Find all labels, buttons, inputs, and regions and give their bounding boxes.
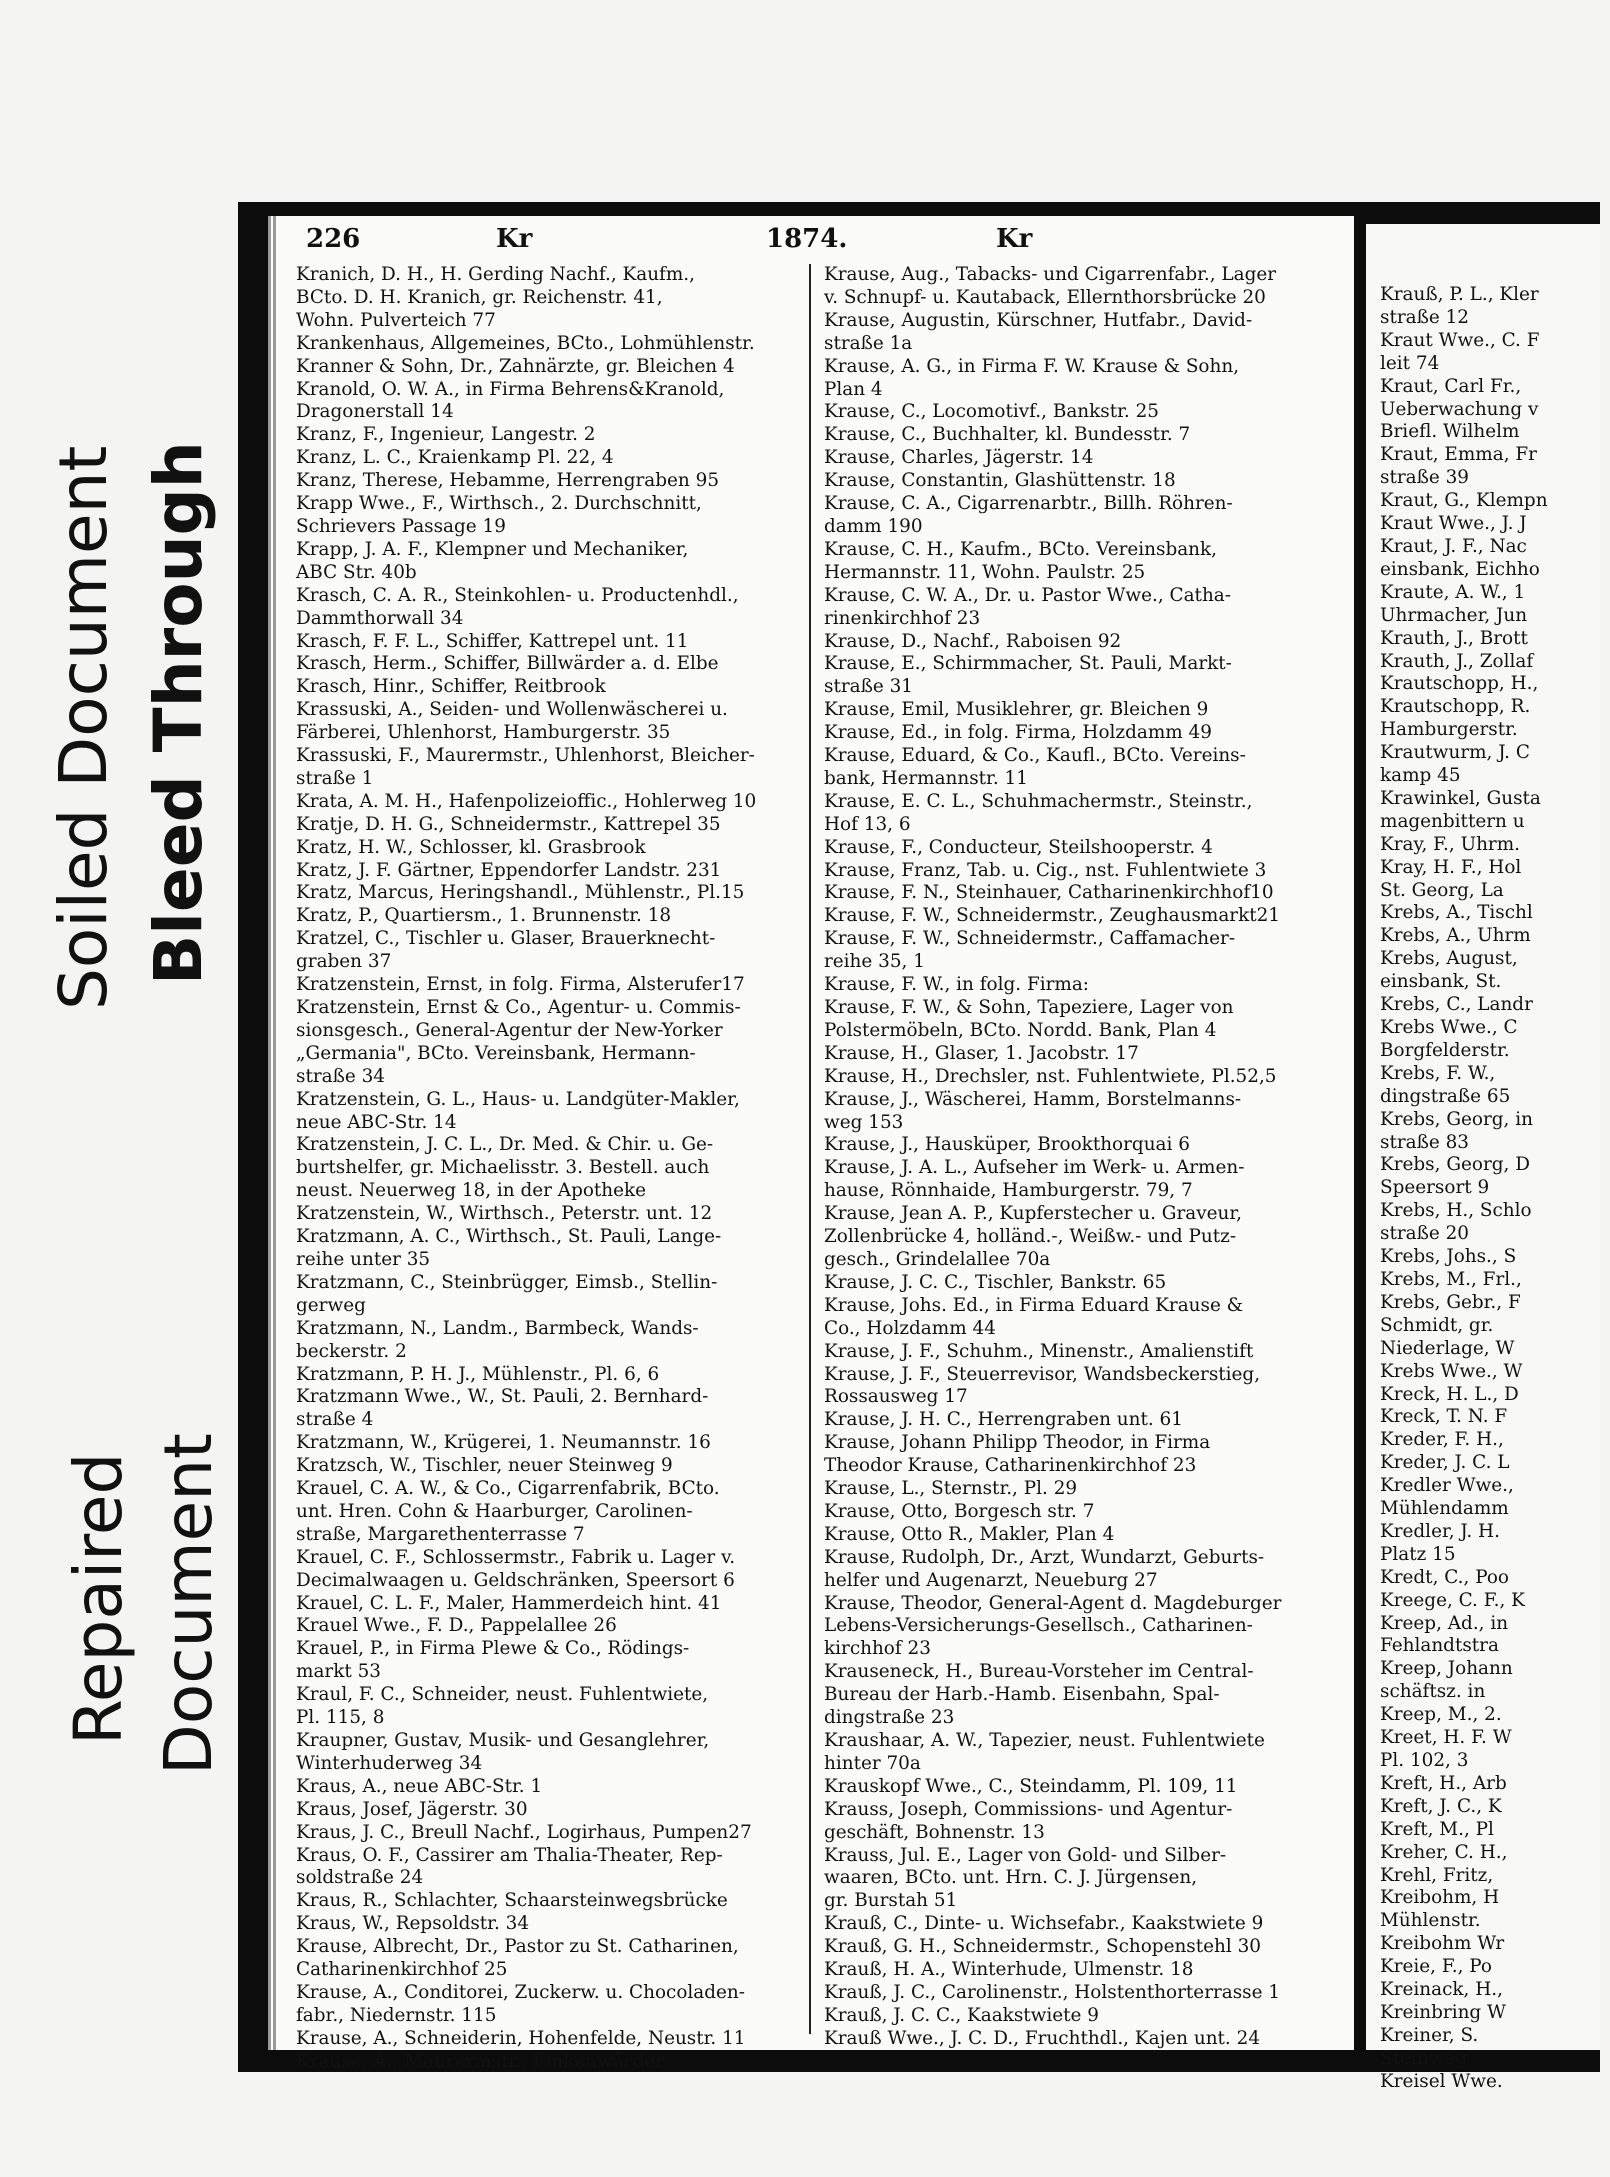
directory-entry-line: Krebs, F. W., <box>1380 1062 1496 1084</box>
directory-entry-line: Krause, Aug., Tabacks- und Cigarrenfabr., Lager <box>824 264 1277 285</box>
directory-entry-line: Krauss, Joseph, Commissions- und Agentur- <box>824 1798 1233 1820</box>
directory-entry-line: Krause, A., Conditorei, Zuckerw. u. Chocoladen- <box>296 1981 745 2003</box>
directory-entry-line: Kreder, F. H., <box>1380 1429 1504 1451</box>
directory-entry-line: Krause, J., Wäscherei, Hamm, Borstelmanns- <box>824 1088 1242 1110</box>
directory-entry-line: Krause, J. C. C., Tischler, Bankstr. 65 <box>824 1271 1167 1293</box>
directory-entry-line: Kratz, Marcus, Heringshandl., Mühlenstr., Pl.15 <box>296 882 745 904</box>
directory-entry-line: burtshelfer, gr. Michaelisstr. 3. Bestell. auch <box>296 1157 710 1179</box>
directory-entry-line: Krause, J., Hausküper, Brookthorquai 6 <box>824 1134 1190 1156</box>
directory-entry-line: Krebs Wwe., W <box>1380 1360 1523 1382</box>
directory-entry-line: Kraut Wwe., J. J <box>1380 513 1527 535</box>
directory-entry-line: Kratzenstein, W., Wirthsch., Peterstr. unt. 12 <box>296 1203 713 1225</box>
repaired-label: Repaired <box>60 1452 137 1745</box>
directory-entry-line: reihe unter 35 <box>296 1248 431 1270</box>
directory-entry-line: Krauth, J., Brott <box>1380 627 1528 649</box>
directory-entry-line: Kreep, Ad., in <box>1380 1612 1509 1634</box>
directory-entry-line: St. Georg, La <box>1380 879 1504 901</box>
directory-entry-line: „Germania", BCto. Vereinsbank, Hermann- <box>296 1042 696 1064</box>
directory-entry-line: Krehl, Fritz, <box>1380 1864 1494 1886</box>
directory-entry-line: Kratz, P., Quartiersm., 1. Brunnenstr. 18 <box>296 905 672 927</box>
directory-entry-line: Krasch, F. F. L., Schiffer, Kattrepel unt. 11 <box>296 630 689 652</box>
directory-entry-line: Krause, J. F., Schuhm., Minenstr., Amalienstift <box>824 1340 1254 1362</box>
directory-entry-line: Krauß Wwe., J. C. D., Fruchthdl., Kajen unt. 24 <box>824 2027 1261 2049</box>
directory-entry-line: Wohn. Pulverteich 77 <box>296 309 496 331</box>
directory-entry-line: straße 39 <box>1380 467 1469 489</box>
directory-entry-line: Kraut, Carl Fr., <box>1380 375 1522 397</box>
directory-entry-line: Krauel, C. L. F., Maler, Hammerdeich hint. 41 <box>296 1592 722 1614</box>
directory-entry-line: Kratzmann, A. C., Wirthsch., St. Pauli, Lange- <box>296 1226 722 1248</box>
directory-entry-line: Theodor Krause, Catharinenkirchhof 23 <box>824 1455 1197 1477</box>
directory-entry-line: Krebs, M., Frl., <box>1380 1268 1522 1290</box>
directory-entry-line: kamp 45 <box>1380 765 1461 787</box>
directory-entry-line: Kratzenstein, Ernst, in folg. Firma, Alsterufer17 <box>296 974 745 996</box>
directory-entry-line: Krasch, Hinr., Schiffer, Reitbrook <box>296 676 606 698</box>
directory-entry-line: Krause, D., Nachf., Raboisen 92 <box>824 630 1122 652</box>
directory-entry-line: magenbittern u <box>1380 810 1525 832</box>
directory-entry-line: Kreep, Johann <box>1380 1658 1513 1680</box>
directory-entry-line: Kreher, C. H., <box>1380 1841 1508 1863</box>
directory-entry-line: straße, Margarethenterrasse 7 <box>296 1523 585 1545</box>
directory-entry-line: kirchhof 23 <box>824 1638 931 1660</box>
document-label: Document <box>150 1433 227 1775</box>
directory-entry-line: straße 34 <box>296 1065 385 1087</box>
directory-entry-line: markt 53 <box>296 1661 381 1683</box>
directory-entry-line: Kreet, H. F. W <box>1380 1727 1512 1749</box>
directory-entry-line: Kreft, J. C., K <box>1380 1795 1502 1817</box>
directory-entry-line: Krause, Constantin, Glashüttenstr. 18 <box>824 470 1176 492</box>
directory-entry-line: Krause, C. A., Cigarrenarbtr., Billh. Röhren- <box>824 493 1233 515</box>
directory-entry-line: Fehlandtstra <box>1380 1635 1499 1657</box>
right-column <box>824 264 1336 2051</box>
page-number: 226 <box>306 224 361 254</box>
directory-entry-line: fabr., Niedernstr. 115 <box>296 2004 497 2026</box>
directory-entry-line: Kreie, F., Po <box>1380 1956 1493 1978</box>
page-header <box>306 224 1332 260</box>
header-year: 1874. <box>766 224 848 254</box>
left-column <box>296 264 776 2074</box>
directory-entry-line: Kreibohm, H <box>1380 1887 1500 1909</box>
directory-entry-line: Kratje, D. H. G., Schneidermstr., Kattrepel 35 <box>296 813 721 835</box>
directory-entry-line: Krause, Jean A. P., Kupferstecher u. Graveur, <box>824 1203 1242 1225</box>
directory-entry-line: Krauskopf Wwe., C., Steindamm, Pl. 109, 11 <box>824 1775 1238 1797</box>
directory-entry-line: Krause, C., Buchhalter, kl. Bundesstr. 7 <box>824 424 1191 446</box>
directory-entry-line: Kraut, J. F., Nac <box>1380 535 1527 557</box>
directory-entry-line: Krause, F. W., Schneidermstr., Zeughausmarkt21 <box>824 905 1281 927</box>
directory-entry-line: damm 190 <box>824 515 923 537</box>
directory-entry-line: dingstraße 23 <box>824 1707 955 1729</box>
directory-entry-line: Krause, J. A. L., Aufseher im Werk- u. Armen- <box>824 1157 1245 1179</box>
directory-entry-line: BCto. D. H. Kranich, gr. Reichenstr. 41, <box>296 286 663 308</box>
directory-entry-line: Kreck, T. N. F <box>1380 1406 1508 1428</box>
directory-entry-line: Krauß, P. L., Kler <box>1380 284 1539 305</box>
directory-entry-line: Kratzenstein, J. C. L., Dr. Med. & Chir. u. Ge- <box>296 1134 714 1156</box>
directory-entry-line: Krauel Wwe., F. D., Pappelallee 26 <box>296 1615 617 1637</box>
directory-entry-line: graben 37 <box>296 951 392 973</box>
directory-entry-line: Krause, Johann Philipp Theodor, in Firma <box>824 1432 1211 1454</box>
directory-entry-line: Ueberwachung v <box>1380 398 1539 420</box>
directory-entry-line: Kreft, M., Pl <box>1380 1818 1494 1840</box>
directory-entry-line: Lebens-Versicherungs-Gesellsch., Catharinen- <box>824 1615 1253 1637</box>
page-gutter <box>1354 202 1366 2072</box>
directory-entry-line: soldstraße 24 <box>296 1867 424 1889</box>
directory-entry-line: hinter 70a <box>824 1752 921 1774</box>
directory-entry-line: Schrievers Passage 19 <box>296 515 506 537</box>
directory-entry-line: Hermannstr. 11, Wohn. Paulstr. 25 <box>824 561 1146 583</box>
directory-entry-line: Kray, H. F., Hol <box>1380 856 1522 878</box>
directory-entry-line: unt. Hren. Cohn & Haarburger, Carolinen- <box>296 1500 693 1522</box>
directory-entry-line: Krankenhaus, Allgemeines, BCto., Lohmühlenstr. <box>296 332 755 354</box>
directory-entry-line: Krauseneck, H., Bureau-Vorsteher im Central- <box>824 1661 1254 1683</box>
directory-entry-line: Krause, C., Locomotivf., Bankstr. 25 <box>824 401 1159 423</box>
directory-entry-line: Kraut, G., Klempn <box>1380 490 1548 512</box>
directory-entry-line: Kreinbring W <box>1380 2001 1506 2023</box>
directory-entry-line: Krause, J. H. C., Herrengraben unt. 61 <box>824 1409 1183 1431</box>
directory-entry-line: Kraute, A. W., 1 <box>1380 581 1526 603</box>
directory-entry-line: Krause, Ed., in folg. Firma, Holzdamm 49 <box>824 722 1212 744</box>
directory-entry-line: v. Schnupf- u. Kautaback, Ellernthorsbrücke 20 <box>824 286 1266 308</box>
directory-entry-line: Platz 15 <box>1380 1543 1456 1565</box>
directory-entry-line: Krassuski, A., Seiden- und Wollenwäscherei u. <box>296 699 728 721</box>
directory-entry-line: straße 1 <box>296 767 374 789</box>
directory-entry-line: Krauß, J. C. C., Kaakstwiete 9 <box>824 2004 1099 2026</box>
directory-entry-line: Krause, H., Drechsler, nst. Fuhlentwiete, Pl.52,5 <box>824 1065 1277 1087</box>
directory-entry-line: hause, Rönnhaide, Hamburgerstr. 79, 7 <box>824 1180 1193 1202</box>
directory-entry-line: Kratzmann, P. H. J., Mühlenstr., Pl. 6, 6 <box>296 1363 660 1385</box>
directory-entry-line: Krause, F., Conducteur, Steilshooperstr. 4 <box>824 836 1213 858</box>
directory-entry-line: waaren, BCto. unt. Hrn. C. J. Jürgensen, <box>824 1867 1198 1889</box>
directory-entry-line: Krause, F. W., in folg. Firma: <box>824 974 1089 996</box>
soiled-document-label: Soiled Document <box>45 445 122 1010</box>
directory-entry-line: beckerstr. 2 <box>296 1340 407 1362</box>
directory-entry-line: Catharinenkirchhof 25 <box>296 1959 508 1981</box>
directory-entry-line: Briefl. Wilhelm <box>1380 421 1520 443</box>
directory-entry-line: leit 74 <box>1380 352 1440 374</box>
directory-entry-line: Mühlendamm <box>1380 1498 1509 1520</box>
directory-entry-line: Krautschopp, H., <box>1380 673 1539 695</box>
directory-entry-line: Krebs, Gebr., F <box>1380 1291 1521 1313</box>
directory-entry-line: Krauth, J., Zollaf <box>1380 650 1534 672</box>
directory-entry-line: Krebs, Johs., S <box>1380 1246 1517 1268</box>
directory-entry-line: Co., Holzdamm 44 <box>824 1317 996 1339</box>
directory-entry-line: Speersort 9 <box>1380 1177 1490 1199</box>
directory-entry-line: Krassuski, F., Maurermstr., Uhlenhorst, Bleicher- <box>296 745 755 767</box>
directory-entry-line: Krause, Otto, Borgesch str. 7 <box>824 1500 1095 1522</box>
directory-entry-line: Krause, F. W., & Sohn, Tapeziere, Lager von <box>824 997 1234 1018</box>
directory-entry-line: straße 4 <box>296 1409 374 1431</box>
directory-entry-line: Kratzenstein, G. L., Haus- u. Landgüter-Makler, <box>296 1088 740 1110</box>
directory-entry-line: Krause, E., Schirmmacher, St. Pauli, Markt- <box>824 653 1232 675</box>
directory-entry-line: Krause, Augustin, Kürschner, Hutfabr., David- <box>824 309 1253 331</box>
directory-entry-line: Krebs, A., Tischl <box>1380 902 1533 924</box>
directory-entry-line: Krauß, J. C., Carolinenstr., Holstenthorterrasse 1 <box>824 1981 1281 2003</box>
directory-entry-line: Kredler Wwe., <box>1380 1475 1514 1497</box>
directory-entry-line: Hamburgerstr. <box>1380 719 1518 741</box>
directory-entry-line: Kraut, Emma, Fr <box>1380 444 1537 466</box>
directory-entry-line: Niederlage, W <box>1380 1337 1515 1359</box>
directory-entry-line: Hof 13, 6 <box>824 813 911 835</box>
directory-entry-line: ABC Str. 40b <box>296 561 417 583</box>
directory-entry-line: Kreck, H. L., D <box>1380 1383 1519 1405</box>
directory-entry-line: straße 12 <box>1380 306 1469 328</box>
directory-entry-line: straße 1a <box>824 332 913 354</box>
directory-entry-line: Krause, Johs. Ed., in Firma Eduard Krause & <box>824 1294 1244 1316</box>
directory-entry-line: Krause, J. F., Steuerrevisor, Wandsbeckerstieg, <box>824 1363 1261 1385</box>
directory-entry-line: straße 20 <box>1380 1223 1469 1245</box>
directory-entry-line: rinenkirchhof 23 <box>824 607 981 629</box>
directory-entry-line: Kratzel, C., Tischler u. Glaser, Brauerknecht- <box>296 928 716 950</box>
directory-entry-line: Krauß, H. A., Winterhude, Ulmenstr. 18 <box>824 1959 1194 1981</box>
directory-entry-line: helfer und Augenarzt, Neueburg 27 <box>824 1569 1158 1591</box>
directory-entry-line: Kray, F., Uhrm. <box>1380 833 1520 855</box>
directory-entry-line: Mühlenstr. <box>1380 1910 1481 1932</box>
directory-entry-line: Kraupner, Gustav, Musik- und Gesanglehrer, <box>296 1730 710 1751</box>
directory-entry-line: Krause, Otto R., Makler, Plan 4 <box>824 1523 1115 1545</box>
directory-entry-line: Kraus, A., neue ABC-Str. 1 <box>296 1775 543 1797</box>
directory-entry-line: Kraus, J. C., Breull Nachf., Logirhaus, Pumpen27 <box>296 1821 752 1843</box>
directory-entry-line: Krause, L., Sternstr., Pl. 29 <box>824 1478 1078 1500</box>
directory-entry-line: Krebs, Georg, D <box>1380 1154 1530 1176</box>
directory-entry-line: neue ABC-Str. 14 <box>296 1111 457 1133</box>
directory-entry-line: Krebs, A., Uhrm <box>1380 925 1531 947</box>
directory-entry-line: Uhrmacher, Jun <box>1380 604 1528 626</box>
directory-entry-line: Krause, C. H., Kaufm., BCto. Vereinsbank, <box>824 538 1218 560</box>
directory-entry-line: Kredler, J. H. <box>1380 1520 1500 1542</box>
directory-entry-line: Krause, A., Schneiderin, Hohenfelde, Neustr. 11 <box>296 2027 746 2049</box>
directory-entry-line: Krauel, C. F., Schlossermstr., Fabrik u. Lager v. <box>296 1546 736 1568</box>
directory-entry-line: Krause, Eduard, & Co., Kaufl., BCto. Vereins- <box>824 745 1246 767</box>
directory-entry-line: Schmidt, gr. <box>1380 1314 1494 1336</box>
directory-entry-line: Kratzsch, W., Tischler, neuer Steinweg 9 <box>296 1455 673 1477</box>
next-page-edge <box>1366 224 1600 2092</box>
directory-entry-line: Krebs, H., Schlo <box>1380 1200 1532 1222</box>
directory-entry-line: Kratz, J. F. Gärtner, Eppendorfer Landstr. 231 <box>296 859 722 881</box>
directory-entry-line: Krause, F. W., Schneidermstr., Caffamacher- <box>824 928 1236 950</box>
next-page-column <box>1380 284 1610 2094</box>
directory-entry-line: gerweg <box>296 1294 366 1316</box>
directory-entry-line: Kraus, W., Repsoldstr. 34 <box>296 1913 530 1935</box>
directory-entry-line: Krautwurm, J. C <box>1380 742 1530 764</box>
directory-entry-line: Polstermöbeln, BCto. Nordd. Bank, Plan 4 <box>824 1019 1217 1041</box>
directory-entry-line: Kreep, M., 2. <box>1380 1704 1502 1726</box>
directory-entry-line: Pl. 115, 8 <box>296 1707 385 1729</box>
directory-entry-line: Kratzenstein, Ernst & Co., Agentur- u. Commis- <box>296 997 741 1018</box>
directory-entry-line: Krause, C. W. A., Dr. u. Pastor Wwe., Catha- <box>824 584 1231 606</box>
directory-entry-line: Krata, A. M. H., Hafenpolizeioffic., Hohlerweg 10 <box>296 790 757 812</box>
directory-entry-line: Kreiner, S. <box>1380 2024 1479 2046</box>
directory-entry-line: Kratzmann, N., Landm., Barmbeck, Wands- <box>296 1317 699 1339</box>
directory-entry-line: Krebs, C., Landr <box>1380 994 1533 1016</box>
directory-entry-line: Kranich, D. H., H. Gerding Nachf., Kaufm., <box>296 264 695 285</box>
directory-entry-line: Kraushaar, A. W., Tapezier, neust. Fuhlentwiete <box>824 1730 1265 1751</box>
directory-entry-line: neust. Neuerweg 18, in der Apotheke <box>296 1180 647 1202</box>
directory-entry-line: Kreder, J. C. L <box>1380 1452 1510 1474</box>
directory-entry-line: schäftsz. in <box>1380 1681 1486 1703</box>
directory-entry-line: Kreege, C. F., K <box>1380 1589 1525 1611</box>
directory-entry-line: Krautschopp, R. <box>1380 696 1531 718</box>
directory-entry-line: Kraus, O. F., Cassirer am Thalia-Theater, Rep- <box>296 1844 723 1866</box>
directory-entry-line: Krauel, C. A. W., & Co., Cigarrenfabrik, BCto. <box>296 1478 720 1500</box>
directory-entry-line: Steinweg <box>1380 2047 1467 2069</box>
directory-entry-line: Krause, H., Glaser, 1. Jacobstr. 17 <box>824 1042 1139 1064</box>
directory-entry-line: Kreinack, H., <box>1380 1979 1503 2001</box>
directory-entry-line: Krapp Wwe., F., Wirthsch., 2. Durchschnitt, <box>296 493 702 515</box>
directory-entry-line: Kranner & Sohn, Dr., Zahnärzte, gr. Bleichen 4 <box>296 355 735 377</box>
directory-entry-line: Krause, Albrecht, Dr., Pastor zu St. Catharinen, <box>296 1936 739 1958</box>
directory-entry-line: Krause, A. G., in Firma F. W. Krause & Sohn, <box>824 355 1240 377</box>
directory-entry-line: Krebs, Georg, in <box>1380 1108 1533 1130</box>
directory-entry-line: Kranz, L. C., Kraienkamp Pl. 22, 4 <box>296 447 614 469</box>
directory-entry-line: Winterhuderweg 34 <box>296 1752 483 1774</box>
directory-entry-line: Krauel, P., in Firma Plewe & Co., Rödings- <box>296 1638 690 1660</box>
directory-entry-line: Kratzmann, W., Krügerei, 1. Neumannstr. 16 <box>296 1432 711 1454</box>
directory-entry-line: Kratzmann, C., Steinbrügger, Eimsb., Stellin- <box>296 1271 718 1293</box>
directory-entry-line: Dammthorwall 34 <box>296 607 464 629</box>
directory-entry-line: Kranold, O. W. A., in Firma Behrens&Kranold, <box>296 378 725 400</box>
directory-entry-line: Kraus, Josef, Jägerstr. 30 <box>296 1798 528 1820</box>
directory-entry-line: Krauß, C., Dinte- u. Wichsefabr., Kaakstwiete 9 <box>824 1913 1264 1935</box>
directory-entry-line: Borgfelderstr. <box>1380 1039 1510 1061</box>
directory-entry-line: Krasch, C. A. R., Steinkohlen- u. Productenhdl., <box>296 584 739 606</box>
directory-entry-line: Krause, Theodor, General-Agent d. Magdeburger <box>824 1592 1282 1614</box>
directory-entry-line: Krauß, G. H., Schneidermstr., Schopenstehl 30 <box>824 1936 1261 1958</box>
directory-entry-line: geschäft, Bohnenstr. 13 <box>824 1821 1045 1843</box>
directory-entry-line: gr. Burstah 51 <box>824 1890 958 1912</box>
directory-entry-line: einsbank, Eichho <box>1380 558 1540 580</box>
directory-entry-line: Krause, Emil, Musiklehrer, gr. Bleichen 9 <box>824 699 1209 721</box>
directory-entry-line: Kranz, F., Ingenieur, Langestr. 2 <box>296 424 596 446</box>
bleed-through-label: Bleed Through <box>140 441 217 985</box>
directory-entry-line: Krause, Franz, Tab. u. Cig., nst. Fuhlentwiete 3 <box>824 859 1267 881</box>
directory-entry-line: Kratzmann Wwe., W., St. Pauli, 2. Bernhard- <box>296 1386 709 1408</box>
scanned-directory-page <box>238 202 1600 2092</box>
directory-entry-line: sionsgesch., General-Agentur der New-Yorker <box>296 1019 723 1041</box>
directory-entry-line: Kraut Wwe., C. F <box>1380 329 1540 351</box>
main-page <box>268 216 1362 2072</box>
directory-entry-line: Kratz, H. W., Schlosser, kl. Grasbrook <box>296 836 646 858</box>
directory-entry-line: straße 83 <box>1380 1131 1469 1153</box>
directory-entry-line: Kranz, Therese, Hebamme, Herrengraben 95 <box>296 470 720 492</box>
directory-entry-line: Kreisel Wwe. <box>1380 2070 1503 2092</box>
directory-entry-line: dingstraße 65 <box>1380 1085 1511 1107</box>
directory-entry-line: Krebs, August, <box>1380 948 1518 970</box>
directory-entry-line: Kreibohm Wr <box>1380 1933 1505 1955</box>
header-left-key: Kr <box>496 224 533 254</box>
directory-entry-line: bank, Hermannstr. 11 <box>824 767 1028 789</box>
directory-entry-line: Krause, A., Maurermstr., Finkenwärder <box>296 2050 665 2072</box>
directory-entry-line: Kraus, R., Schlachter, Schaarsteinwegsbrücke <box>296 1890 728 1912</box>
directory-entry-line: Kreft, H., Arb <box>1380 1772 1507 1794</box>
directory-entry-line: Krause, E. C. L., Schuhmachermstr., Steinstr., <box>824 790 1253 812</box>
column-divider <box>809 264 811 2034</box>
directory-entry-line: Kraul, F. C., Schneider, neust. Fuhlentwiete, <box>296 1684 709 1706</box>
directory-entry-line: Bureau der Harb.-Hamb. Eisenbahn, Spal- <box>824 1684 1220 1706</box>
directory-entry-line: Decimalwaagen u. Geldschränken, Speersort 6 <box>296 1569 735 1591</box>
directory-entry-line: einsbank, St. <box>1380 971 1502 993</box>
directory-entry-line: Krasch, Herm., Schiffer, Billwärder a. d. Elbe <box>296 653 719 675</box>
directory-entry-line: gesch., Grindelallee 70a <box>824 1248 1051 1270</box>
directory-entry-line: Plan 4 <box>824 378 883 400</box>
directory-entry-line: Färberei, Uhlenhorst, Hamburgerstr. 35 <box>296 722 671 744</box>
directory-entry-line: Krause, F. N., Steinhauer, Catharinenkirchhof10 <box>824 882 1274 904</box>
directory-entry-line: Zollenbrücke 4, holländ.-, Weißw.- und Putz- <box>824 1226 1237 1248</box>
directory-entry-line: Pl. 102, 3 <box>1380 1750 1469 1771</box>
directory-entry-line: reihe 35, 1 <box>824 951 925 973</box>
directory-entry-line: Krause, Charles, Jägerstr. 14 <box>824 447 1094 469</box>
directory-entry-line: weg 153 <box>824 1111 904 1133</box>
directory-entry-line: Krause, Rudolph, Dr., Arzt, Wundarzt, Geburts- <box>824 1546 1265 1568</box>
directory-entry-line: Rossausweg 17 <box>824 1386 968 1408</box>
directory-entry-line: Krebs Wwe., C <box>1380 1017 1518 1038</box>
directory-entry-line: Krauss, Jul. E., Lager von Gold- und Silber- <box>824 1844 1227 1866</box>
directory-entry-line: straße 31 <box>824 676 913 698</box>
directory-entry-line: Dragonerstall 14 <box>296 401 454 423</box>
directory-entry-line: Krapp, J. A. F., Klempner und Mechaniker, <box>296 538 689 560</box>
directory-entry-line: Krawinkel, Gusta <box>1380 787 1541 809</box>
header-right-key: Kr <box>996 224 1033 254</box>
directory-entry-line: Kredt, C., Poo <box>1380 1566 1509 1588</box>
